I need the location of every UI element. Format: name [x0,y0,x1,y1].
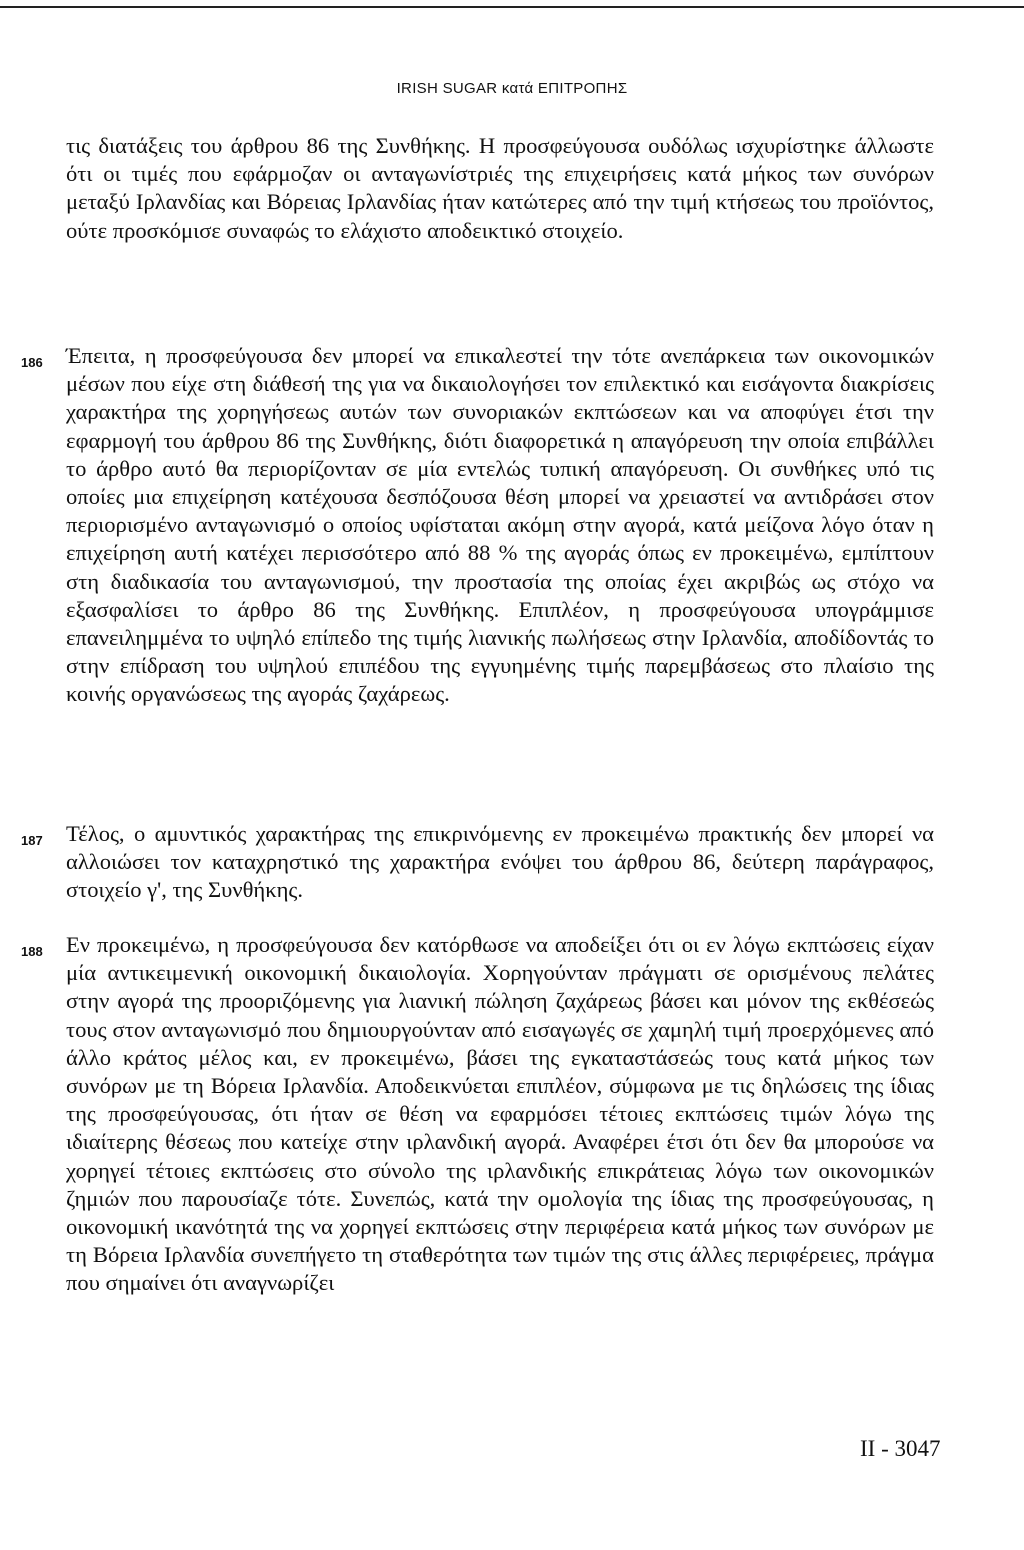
page-number: II - 3047 [860,1436,941,1461]
paragraph-number-187: 187 [21,833,43,848]
paragraph-number-186: 186 [21,355,43,370]
paragraph-continued: τις διατάξεις του άρθρου 86 της Συνθήκης. Η προσφεύγουσα ουδόλως ισχυρίστηκε άλλωστε ότι οι τιμές που εφάρμοζαν οι ανταγωνίστριές της επιχειρήσεις κατά μήκος των συνόρων μεταξύ Ιρλανδίας και Βόρειας Ιρλανδίας ήταν κατώτερες από την τιμή κτήσεως του προϊόντος, ούτε προσκόμισε συναφώς το ελάχιστο αποδεικτικό στοιχείο. [66,133,934,243]
paragraph-number-188: 188 [21,944,43,959]
paragraph-188: Εν προκειμένω, η προσφεύγουσα δεν κατόρθωσε να αποδείξει ότι οι εν λόγω εκπτώσεις είχαν μία αντικειμενική οικονομική δικαιολογία. Χορηγούνταν πράγματι σε ορισμένους πελάτες στην αγορά της προοριζόμενης για λιανική πώληση ζαχάρεως βάσει και μόνον της εκθέσεώς τους στον ανταγωνισμό που δημιουργούνταν από εισαγωγές σε χαμηλή τιμή προερχόμενες από άλλο κράτος μέλος και, εν προκειμένω, βάσει της εγκαταστάσεώς τους κατά μήκος των συνόρων με τη Βόρεια Ιρλανδία. Αποδεικνύεται επιπλέον, σύμφωνα με τις δηλώσεις της ίδιας της προσφεύγουσας, ότι ήταν σε θέση να εφαρμόσει τέτοιες εκπτώσεις τιμών λόγω της ιδιαίτερης θέσεως που κατείχε στην ιρλανδική αγορά. Αναφέρει έτσι ότι δεν θα μπορούσε να χορηγεί τέτοιες εκπτώσεις στο σύνολο της ιρλανδικής επικράτειας λόγω των οικονομικών ζημιών που παρουσίαζε τότε. Συνεπώς, κατά την ομολογία της ίδιας της προσφεύγουσας, η οικονομική ικανότητά της να χορηγεί εκπτώσεις στην περιφέρεια κατά μήκος των συνόρων με τη Βόρεια Ιρλανδία συνεπήγετο τη σταθερότητα των τιμών της στις άλλες περιφέρειες, πράγμα που σημαίνει ότι αναγνωρίζει [66,932,934,1296]
running-header: IRISH SUGAR κατά ΕΠΙΤΡΟΠΗΣ [396,80,628,97]
top-rule [0,6,1024,8]
paragraph-186: Έπειτα, η προσφεύγουσα δεν μπορεί να επικαλεστεί την τότε ανεπάρκεια των οικονομικών μέσων που είχε στη διάθεσή της για να δικαιολογήσει τον επιλεκτικό και εισάγοντα διακρίσεις χαρακτήρα της χορηγήσεως αυτών των συνοριακών εκπτώσεων και να αποφύγει έτσι την εφαρμογή του άρθρου 86 της Συνθήκης, διότι διαφορετικά η απαγόρευση την οποία επιβάλλει το άρθρο αυτό θα περιορίζονταν σε μία εντελώς τυπική απαγόρευση. Οι συνθήκες υπό τις οποίες μια επιχείρηση κατέχουσα δεσπόζουσα θέση μπορεί να χρειαστεί να αντιδράσει στον περιορισμένο ανταγωνισμό ο οποίος υφίσταται ακόμη στην αγορά, κατά μείζονα λόγο όταν η επιχείρηση αυτή κατέχει περισσότερο από 88 % της αγοράς όπως εν προκειμένω, εμπίπτουν στη διαδικασία του ανταγωνισμού, την προστασία της οποίας έχει ακριβώς ως στόχο να εξασφαλίσει το άρθρο 86 της Συνθήκης. Επιπλέον, η προσφεύγουσα υπογράμμισε επανειλημμένα το υψηλό επίπεδο της τιμής λιανικής πωλήσεως στην Ιρλανδία, αποδίδοντάς το στην επίδραση του υψηλού επιπέδου της εγγυημένης τιμής παρεμβάσεως στο πλαίσιο της κοινής οργανώσεως της αγοράς ζαχάρεως. [66,343,934,707]
paragraph-187: Τέλος, ο αμυντικός χαρακτήρας της επικρινόμενης εν προκειμένω πρακτικής δεν μπορεί να αλλοιώσει τον καταχρηστικό της χαρακτήρα ενόψει του άρθρου 86, δεύτερη παράγραφος, στοιχείο γ', της Συνθήκης. [66,821,934,903]
